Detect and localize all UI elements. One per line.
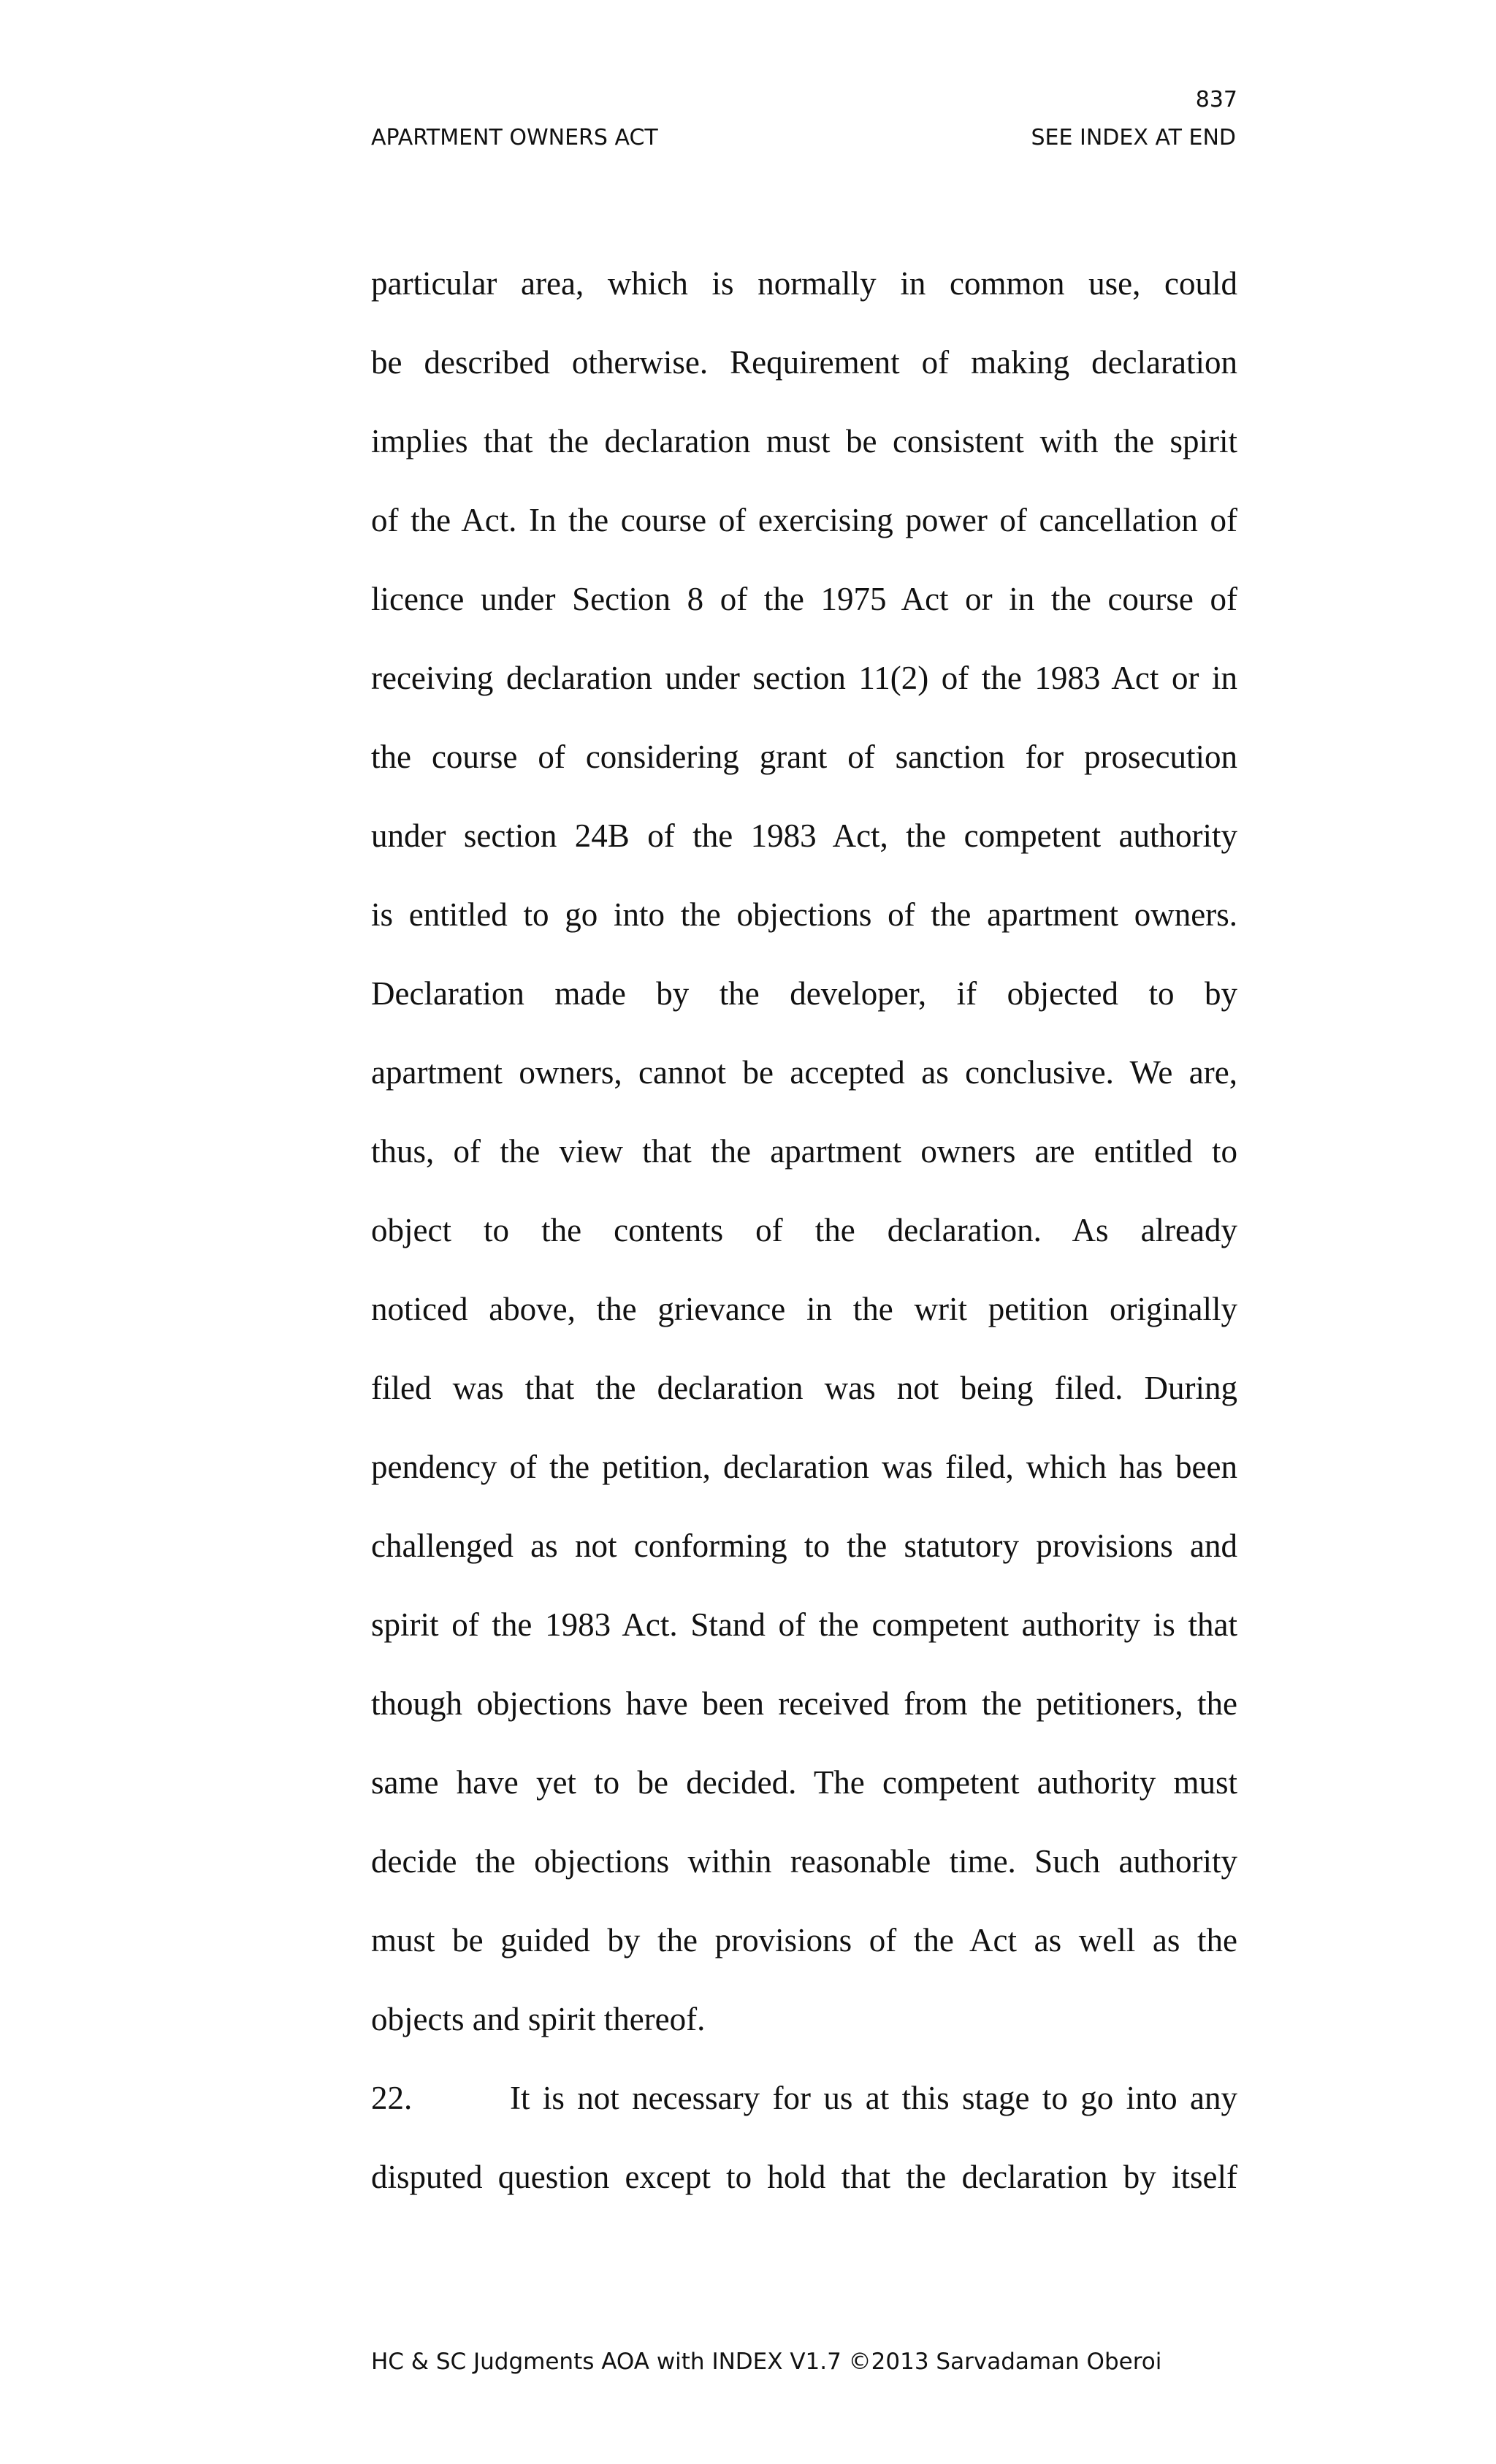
text-line: though objections have been received from the petitioners, the — [371, 1685, 1237, 1722]
judgment-body-text — [371, 257, 1237, 2230]
text-line: thus, of the view that the apartment owners are entitled to — [371, 1133, 1237, 1170]
text-line: of the Act. In the course of exercising power of cancellation of — [371, 502, 1237, 538]
page-number: 837 — [1195, 87, 1237, 112]
text-line: spirit of the 1983 Act. Stand of the competent authority is that — [371, 1606, 1237, 1643]
running-header-index-note: SEE INDEX AT END — [1031, 125, 1236, 150]
text-line: licence under Section 8 of the 1975 Act or in the course of — [371, 581, 1237, 617]
text-line: is entitled to go into the objections of the apartment owners. — [371, 896, 1237, 933]
text-line: filed was that the declaration was not being filed. During — [371, 1370, 1237, 1406]
text-line: receiving declaration under section 11(2) of the 1983 Act or in — [371, 660, 1237, 696]
text-line: challenged as not conforming to the statutory provisions and — [371, 1527, 1237, 1564]
paragraph-22-first-line — [371, 2072, 1237, 2151]
text-line: Declaration made by the developer, if objected to by — [371, 975, 1237, 1012]
text-line: apartment owners, cannot be accepted as conclusive. We are, — [371, 1054, 1237, 1091]
text-line: noticed above, the grievance in the writ petition originally — [371, 1291, 1237, 1327]
paragraph-number: 22. — [371, 2080, 413, 2116]
text-line: particular area, which is normally in common use, could — [371, 265, 1237, 302]
running-header-title: APARTMENT OWNERS ACT — [371, 125, 658, 150]
text-line: the course of considering grant of sanction for prosecution — [371, 739, 1237, 775]
text-line: object to the contents of the declaration. As already — [371, 1212, 1237, 1248]
text-line: implies that the declaration must be consistent with the spirit — [371, 423, 1237, 459]
text-line: must be guided by the provisions of the Act as well as the — [371, 1922, 1237, 1958]
footer-copyright: HC & SC Judgments AOA with INDEX V1.7 ©2013 Sarvadaman Oberoi — [371, 2349, 1162, 2375]
paragraph-22-text: It is not necessary for us at this stage to go into any — [510, 2080, 1237, 2116]
text-line: pendency of the petition, declaration was filed, which has been — [371, 1449, 1237, 1485]
text-line: be described otherwise. Requirement of making declaration — [371, 344, 1237, 381]
text-line: same have yet to be decided. The competent authority must — [371, 1764, 1237, 1801]
text-line: decide the objections within reasonable time. Such authority — [371, 1843, 1237, 1880]
text-line: objects and spirit thereof. — [371, 2001, 706, 2037]
text-line: under section 24B of the 1983 Act, the competent authority — [371, 817, 1237, 854]
text-line: disputed question except to hold that the declaration by itself — [371, 2159, 1237, 2195]
